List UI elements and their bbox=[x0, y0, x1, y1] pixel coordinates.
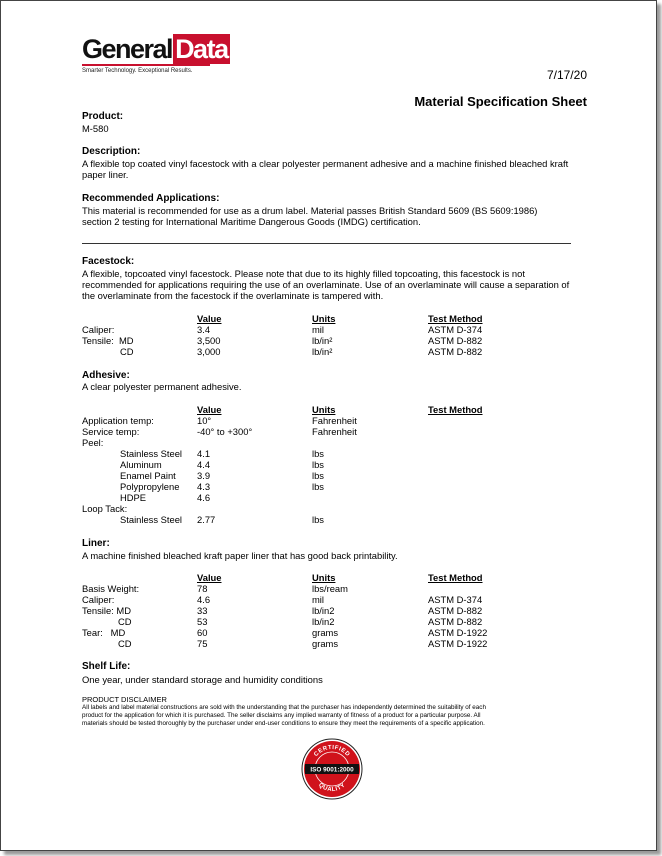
facestock-row-value: 3.4 bbox=[197, 324, 211, 335]
logo-word-general: General bbox=[82, 34, 173, 64]
liner-col-test: Test Method bbox=[428, 572, 483, 583]
liner-row-value: 33 bbox=[197, 605, 208, 616]
adhesive-row-label: Stainless Steel bbox=[120, 448, 183, 459]
adhesive-row-units: lbs bbox=[312, 481, 324, 492]
liner-heading: Liner: bbox=[82, 538, 110, 549]
liner-row-test: ASTM D-882 bbox=[428, 616, 483, 627]
liner-row-test: ASTM D-1922 bbox=[428, 627, 488, 638]
seal-middle-text: ISO 9001:2000 bbox=[310, 766, 354, 774]
liner-row-value: 75 bbox=[197, 638, 208, 649]
facestock-row-label: CD bbox=[120, 346, 134, 357]
applications-heading: Recommended Applications: bbox=[82, 193, 220, 204]
adhesive-row-value: 4.3 bbox=[197, 481, 211, 492]
liner-row-label: Tear: MD bbox=[82, 627, 126, 638]
adhesive-row-value: 10° bbox=[197, 415, 212, 426]
shelf-life-heading: Shelf Life: bbox=[82, 661, 131, 672]
facestock-row-value: 3,000 bbox=[197, 346, 221, 357]
applications-line-1: This material is recommended for use as a drum label. Material passes British Standard 5609 (BS 5609:1986) bbox=[82, 205, 538, 216]
liner-row-value: 4.6 bbox=[197, 594, 211, 605]
adhesive-row-label: Service temp: bbox=[82, 426, 140, 437]
adhesive-col-units: Units bbox=[312, 404, 336, 415]
adhesive-row-units: Fahrenheit bbox=[312, 426, 357, 437]
facestock-row-test: ASTM D-882 bbox=[428, 346, 483, 357]
liner-row-value: 78 bbox=[197, 583, 208, 594]
liner-line-1: A machine finished bleached kraft paper liner that has good back printability. bbox=[82, 550, 398, 561]
facestock-col-value: Value bbox=[197, 313, 222, 324]
adhesive-row-label: Stainless Steel bbox=[120, 514, 183, 525]
adhesive-row-value: -40° to +300° bbox=[197, 426, 253, 437]
description-line-1: A flexible top coated vinyl facestock with a clear polyester permanent adhesive and a machine finished bleached kraft bbox=[82, 158, 569, 169]
adhesive-row-label: Loop Tack: bbox=[82, 503, 128, 514]
adhesive-row-units: Fahrenheit bbox=[312, 415, 357, 426]
disclaimer-line-3: materials should be tested thoroughly by the purchaser under end-user conditions to ensure they meet the requirements of a specific application. bbox=[82, 720, 485, 727]
adhesive-row-label: Application temp: bbox=[82, 415, 154, 426]
disclaimer-line-2: product for the application for which it is purchased. The seller disclaims any implied warranty of fitness of a product for a particular purpose. All bbox=[82, 712, 481, 719]
adhesive-row-value: 3.9 bbox=[197, 470, 211, 481]
seal-bottom-text: QUALITY bbox=[317, 782, 347, 794]
facestock-row-units: lb/in² bbox=[312, 335, 333, 346]
adhesive-row-label: Peel: bbox=[82, 437, 104, 448]
adhesive-row-label: Polypropylene bbox=[120, 481, 180, 492]
liner-row-test: ASTM D-882 bbox=[428, 605, 483, 616]
adhesive-col-test: Test Method bbox=[428, 404, 483, 415]
logo-underline bbox=[82, 64, 210, 66]
facestock-row-label: Caliper: bbox=[82, 324, 115, 335]
facestock-row-test: ASTM D-882 bbox=[428, 335, 483, 346]
adhesive-row-units: lbs bbox=[312, 448, 324, 459]
adhesive-row-units: lbs bbox=[312, 470, 324, 481]
seal-top-text: CERTIFIED bbox=[313, 744, 351, 759]
liner-row-test: ASTM D-1922 bbox=[428, 638, 488, 649]
logo-tagline: Smarter Technology. Exceptional Results. bbox=[82, 68, 193, 74]
facestock-line-1: A flexible, topcoated vinyl facestock. Please note that due to its highly filled topcoating, this facestock is not bbox=[82, 268, 525, 279]
description-line-2: paper liner. bbox=[82, 169, 129, 180]
liner-col-value: Value bbox=[197, 572, 222, 583]
product-heading: Product: bbox=[82, 111, 124, 122]
facestock-line-3: the overlaminate from the facestock if the overlaminate is tampered with. bbox=[82, 290, 384, 301]
facestock-row-value: 3,500 bbox=[197, 335, 221, 346]
adhesive-row-value: 4.1 bbox=[197, 448, 211, 459]
liner-col-units: Units bbox=[312, 572, 336, 583]
liner-row-units: grams bbox=[312, 627, 339, 638]
liner-row-label: Tensile: MD bbox=[82, 605, 131, 616]
facestock-row-test: ASTM D-374 bbox=[428, 324, 483, 335]
liner-row-units: lb/in2 bbox=[312, 616, 335, 627]
facestock-line-2: recommended for applications requiring the use of an overlaminate. Use of an overlaminate will cause a separation of bbox=[82, 279, 570, 290]
adhesive-row-units: lbs bbox=[312, 514, 324, 525]
iso-certification-seal bbox=[301, 738, 363, 800]
iso-seal-graphic bbox=[301, 738, 363, 800]
general-data-logo bbox=[82, 34, 228, 76]
liner-row-units: mil bbox=[312, 594, 324, 605]
liner-row-value: 60 bbox=[197, 627, 208, 638]
facestock-col-test: Test Method bbox=[428, 313, 483, 324]
facestock-row-units: mil bbox=[312, 324, 324, 335]
adhesive-row-label: HDPE bbox=[120, 492, 147, 503]
adhesive-row-units: lbs bbox=[312, 459, 324, 470]
description-heading: Description: bbox=[82, 146, 141, 157]
liner-row-label: CD bbox=[118, 638, 132, 649]
adhesive-row-label: Aluminum bbox=[120, 459, 162, 470]
facestock-row-units: lb/in² bbox=[312, 346, 333, 357]
liner-row-units: lb/in2 bbox=[312, 605, 335, 616]
adhesive-col-value: Value bbox=[197, 404, 222, 415]
adhesive-row-value: 2.77 bbox=[197, 514, 216, 525]
adhesive-row-value: 4.6 bbox=[197, 492, 211, 503]
facestock-row-label: Tensile: MD bbox=[82, 335, 134, 346]
facestock-heading: Facestock: bbox=[82, 256, 135, 267]
liner-row-label: CD bbox=[118, 616, 132, 627]
shelf-life-text: One year, under standard storage and humidity conditions bbox=[82, 674, 323, 685]
liner-row-units: lbs/ream bbox=[312, 583, 348, 594]
section-divider bbox=[82, 243, 571, 244]
liner-row-units: grams bbox=[312, 638, 339, 649]
page-title: Material Specification Sheet bbox=[414, 94, 587, 109]
document-date: 7/17/20 bbox=[546, 68, 587, 82]
liner-row-label: Basis Weight: bbox=[82, 583, 140, 594]
logo-word-data: Data bbox=[175, 34, 228, 64]
logo-wordmark bbox=[82, 34, 230, 64]
liner-row-test: ASTM D-374 bbox=[428, 594, 483, 605]
product-value: M-580 bbox=[82, 123, 109, 134]
disclaimer-line-1: All labels and label material constructions are sold with the understanding that the purchaser has independently determined the suitability of each bbox=[82, 704, 486, 711]
facestock-col-units: Units bbox=[312, 313, 336, 324]
liner-row-value: 53 bbox=[197, 616, 208, 627]
adhesive-row-label: Enamel Paint bbox=[120, 470, 176, 481]
liner-row-label: Caliper: bbox=[82, 594, 115, 605]
adhesive-row-value: 4.4 bbox=[197, 459, 211, 470]
adhesive-line-1: A clear polyester permanent adhesive. bbox=[82, 381, 242, 392]
adhesive-heading: Adhesive: bbox=[82, 370, 130, 381]
applications-line-2: section 2 testing for International Maritime Dangerous Goods (IMDG) certification. bbox=[82, 216, 421, 227]
disclaimer-heading: PRODUCT DISCLAIMER bbox=[82, 695, 167, 704]
